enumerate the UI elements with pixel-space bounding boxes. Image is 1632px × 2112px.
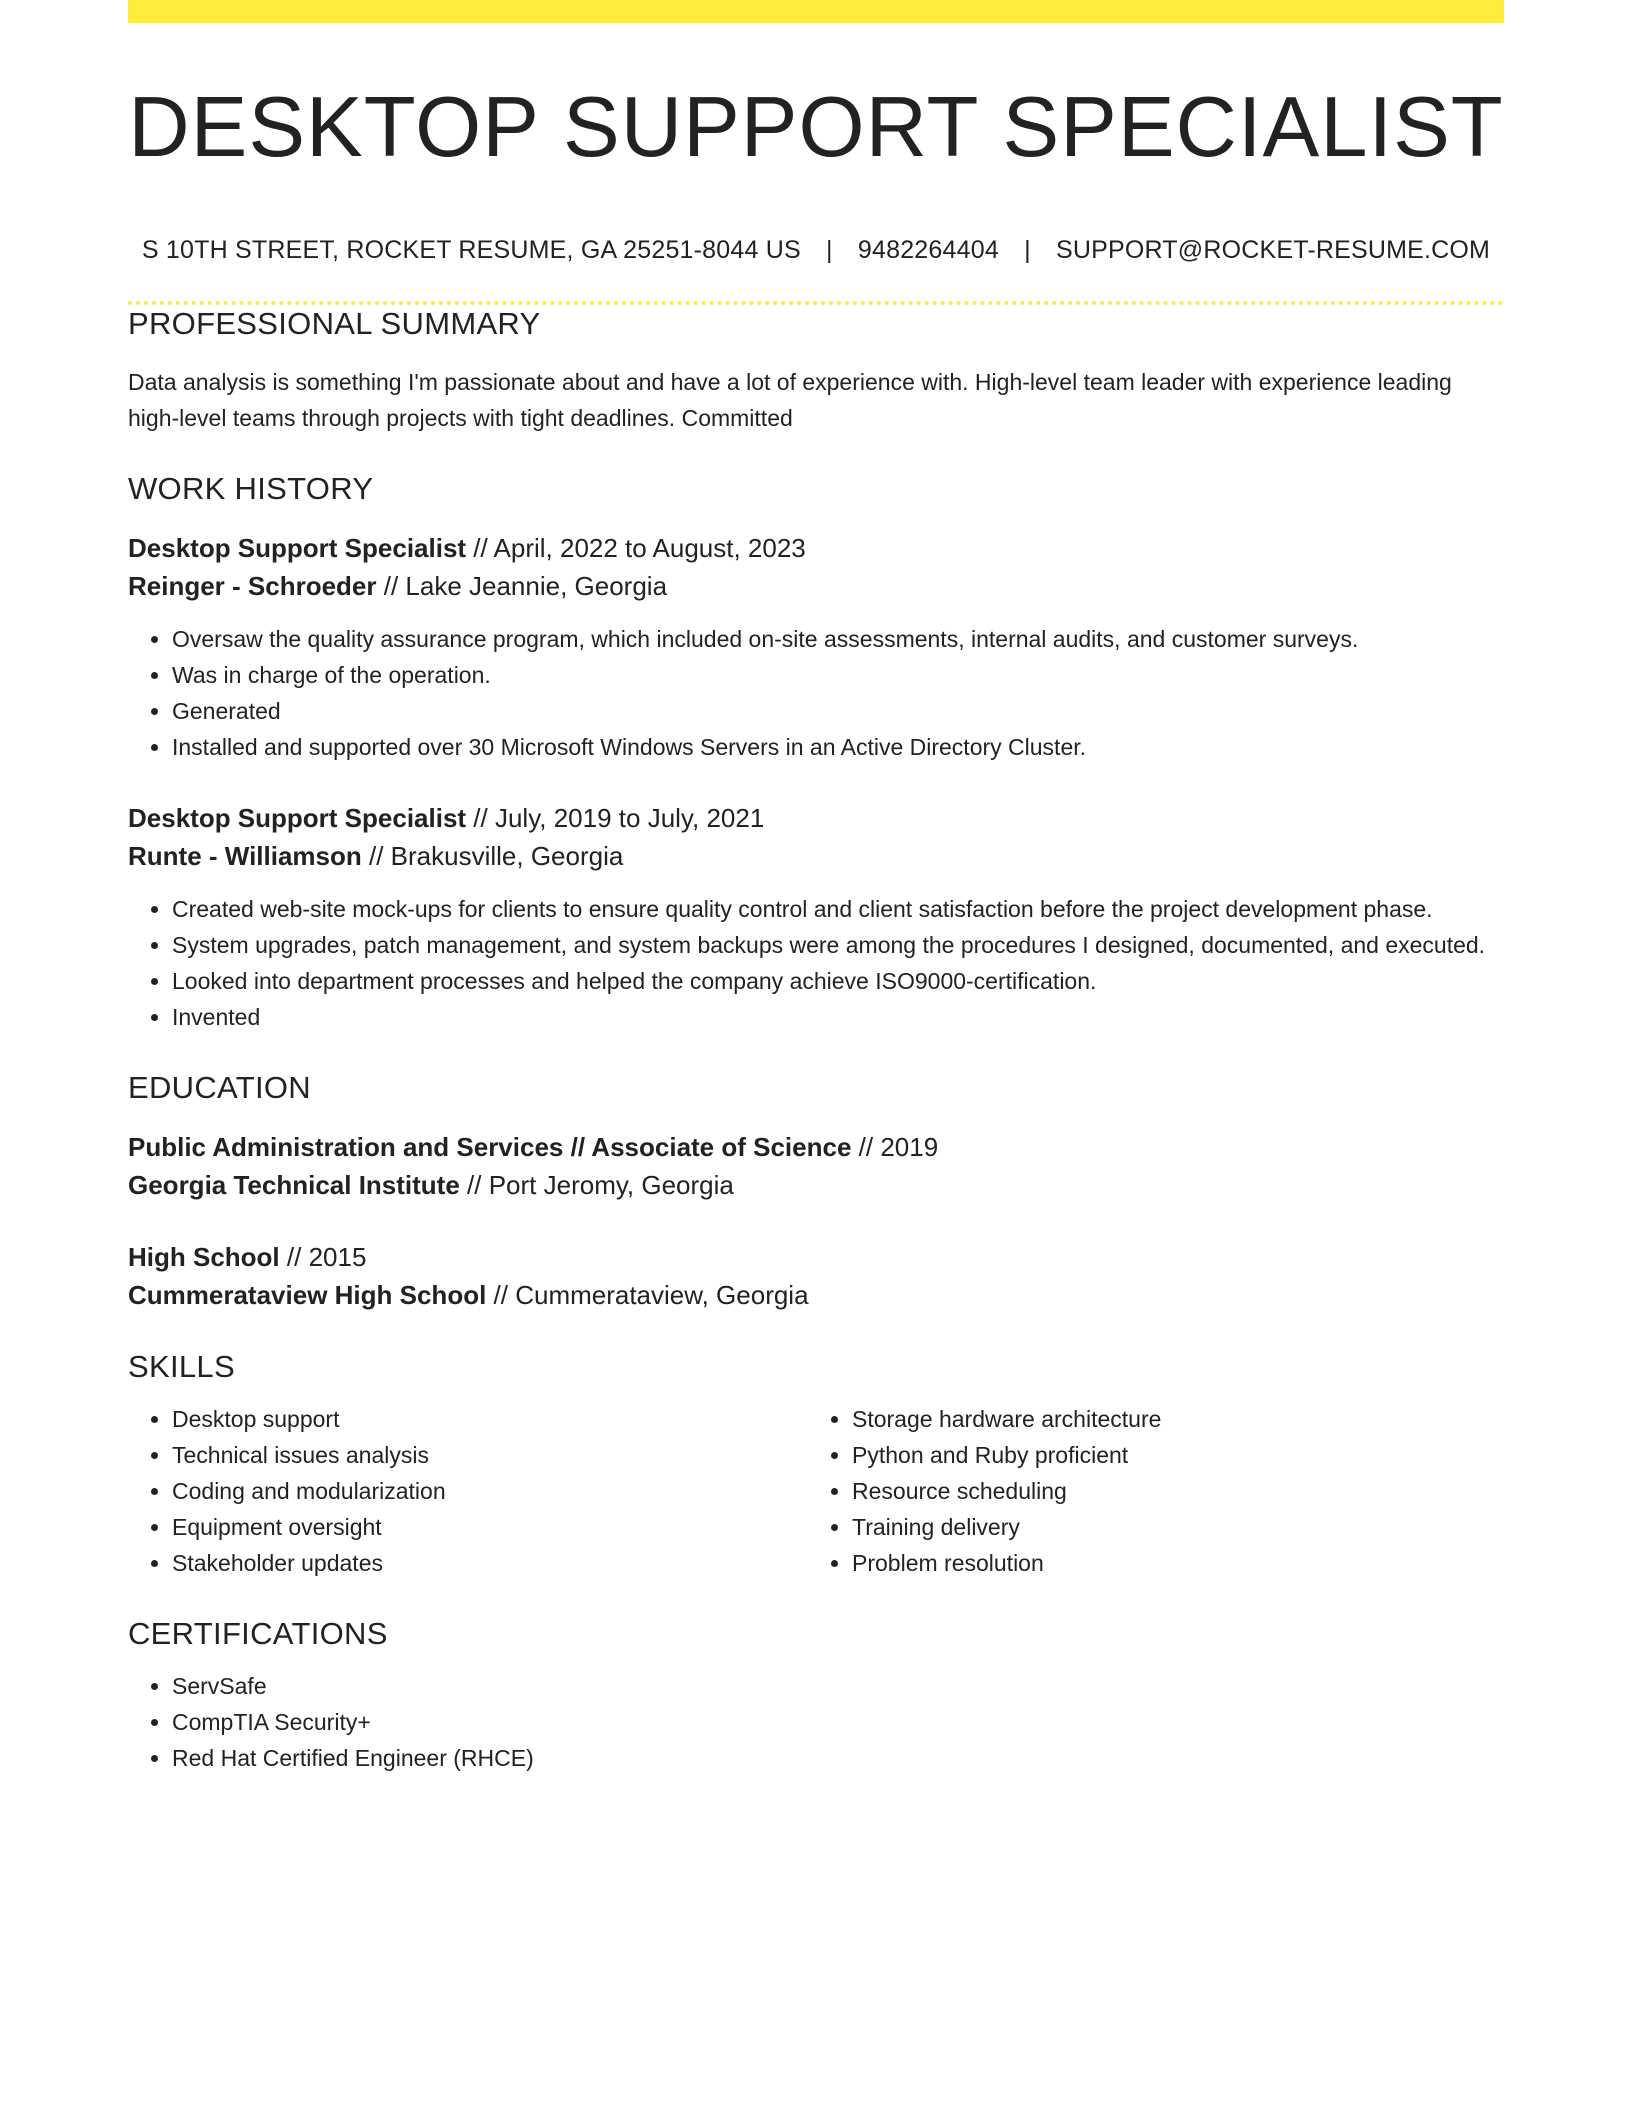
education-section: [128, 1069, 1504, 1314]
certifications-list: [128, 1668, 1504, 1776]
contact-separator: |: [1024, 235, 1031, 264]
resume-page: [128, 0, 1504, 1776]
summary-text: Data analysis is something I'm passionate about and have a lot of experience with. High-level team leader with experience leading high-level teams through projects with tight deadlines. Committed: [128, 368, 1452, 431]
education-degree-line: [128, 1128, 1504, 1166]
job-company-line: [128, 837, 1504, 875]
education-school-line: [128, 1166, 1504, 1204]
resume-title: DESKTOP SUPPORT SPECIALIST: [128, 80, 1504, 175]
list-item: • Training delivery: [852, 1509, 1488, 1545]
job-title-line: [128, 529, 1504, 567]
list-item: • Looked into department processes and helped the company achieve ISO9000-certification.: [172, 963, 1504, 999]
education-school: Cummerataview High School: [128, 1280, 487, 1311]
job-company: Reinger - Schroeder: [128, 570, 377, 601]
skills-section: [128, 1348, 1504, 1581]
education-location: // Cummerataview, Georgia: [486, 1280, 809, 1311]
list-item: • Desktop support: [172, 1401, 808, 1437]
contact-line: [128, 235, 1504, 265]
summary-heading: PROFESSIONAL SUMMARY: [128, 305, 541, 341]
certifications-heading: CERTIFICATIONS: [128, 1616, 388, 1652]
list-item: • Generated: [172, 693, 1504, 729]
job-dates: // April, 2022 to August, 2023: [466, 532, 806, 563]
job-title: Desktop Support Specialist: [128, 532, 467, 563]
work-history-heading: WORK HISTORY: [128, 470, 374, 506]
contact-email: SUPPORT@ROCKET-RESUME.COM: [1055, 235, 1491, 264]
certifications-section: [128, 1615, 1504, 1776]
education-degree: High School: [128, 1242, 280, 1273]
list-item: • Oversaw the quality assurance program, which included on-site assessments, internal audits, and customer surveys.: [172, 621, 1504, 657]
education-location: // Port Jeromy, Georgia: [459, 1170, 734, 1201]
job-company: Runte - Williamson: [128, 840, 362, 871]
job-entry: [128, 799, 1504, 1035]
job-bullets: [128, 621, 1504, 765]
skills-list-left: [128, 1401, 808, 1581]
list-item: • Invented: [172, 999, 1504, 1035]
education-year: // 2019: [851, 1132, 939, 1163]
job-bullets: [128, 891, 1504, 1035]
list-item: • Equipment oversight: [172, 1509, 808, 1545]
contact-phone: 9482264404: [857, 235, 999, 264]
list-item: • Technical issues analysis: [172, 1437, 808, 1473]
education-year: // 2015: [279, 1242, 367, 1273]
education-heading: EDUCATION: [128, 1069, 311, 1105]
skills-columns: [128, 1401, 1504, 1581]
education-entry: [128, 1128, 1504, 1204]
list-item: • Storage hardware architecture: [852, 1401, 1488, 1437]
list-item: • Was in charge of the operation.: [172, 657, 1504, 693]
list-item: • Coding and modularization: [172, 1473, 808, 1509]
list-item: • Python and Ruby proficient: [852, 1437, 1488, 1473]
job-dates: // July, 2019 to July, 2021: [466, 802, 765, 833]
education-school-line: [128, 1276, 1504, 1314]
list-item: • Problem resolution: [852, 1545, 1488, 1581]
list-item: • ServSafe: [172, 1668, 1504, 1704]
list-item: • Red Hat Certified Engineer (RHCE): [172, 1740, 1504, 1776]
job-location: // Brakusville, Georgia: [361, 840, 624, 871]
job-entry: [128, 529, 1504, 765]
job-location: // Lake Jeannie, Georgia: [376, 570, 668, 601]
education-school: Georgia Technical Institute: [128, 1170, 460, 1201]
skills-heading: SKILLS: [128, 1349, 235, 1385]
contact-address: S 10TH STREET, ROCKET RESUME, GA 25251-8044 US: [141, 235, 801, 264]
contact-separator: |: [826, 235, 833, 264]
education-entry: [128, 1238, 1504, 1314]
list-item: • CompTIA Security+: [172, 1704, 1504, 1740]
skills-list-right: [808, 1401, 1488, 1581]
job-title-line: [128, 799, 1504, 837]
list-item: • System upgrades, patch management, and system backups were among the procedures I designed, documented, and executed.: [172, 927, 1504, 963]
work-history-section: [128, 470, 1504, 1035]
list-item: • Installed and supported over 30 Microsoft Windows Servers in an Active Directory Cluster.: [172, 729, 1504, 765]
job-company-line: [128, 567, 1504, 605]
education-degree-line: [128, 1238, 1504, 1276]
list-item: • Stakeholder updates: [172, 1545, 808, 1581]
accent-top-bar: [128, 0, 1504, 23]
education-degree: Public Administration and Services // Associate of Science: [128, 1132, 852, 1163]
list-item: • Resource scheduling: [852, 1473, 1488, 1509]
list-item: • Created web-site mock-ups for clients to ensure quality control and client satisfaction before the project development phase.: [172, 891, 1504, 927]
job-title: Desktop Support Specialist: [128, 802, 467, 833]
